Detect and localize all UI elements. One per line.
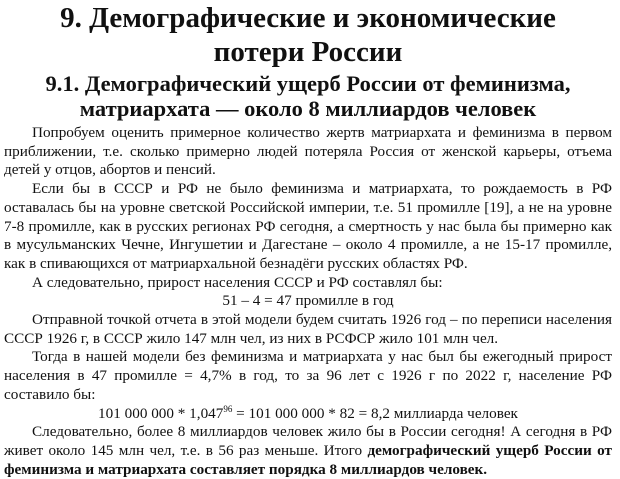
conclusion-emphasis: демографический ущерб России от феминизма и матриархата составляет порядка 8 миллиардов человек. — [4, 441, 612, 478]
section-title-line2: матриархата — около 8 миллиардов человек — [79, 96, 537, 121]
paragraph-intro: Попробуем оценить примерное количество жертв матриархата и феминизма в первом приближении, т.е. сколько примерно людей потеряла Россия от женской карьеры, отъема детей у отцов, абортов и пенсий. — [4, 124, 612, 179]
paragraph-model: Если бы в СССР и РФ не было феминизма и матриархата, то рождаемость в РФ оставалась бы на уровне светской Российской империи, т.е. 51 промилле [19], а не на уровне 7-8 промилле, как в русских регионах РФ сегодня, а смертность у нас была бы примерно как в мусульманских Чечне, Ингушетии и Дагестане – около 4 промилле, а не 15-17 промилле, как в спивающихся от матриархальной безнадёги русских областях РФ. — [4, 180, 612, 272]
formula-population-base: 101 000 000 * 1,047 — [98, 404, 224, 422]
formula-population-result: = 101 000 000 * 82 = 8,2 миллиарда человек — [232, 404, 518, 422]
section-title-line1: 9.1. Демографический ущерб России от феминизма, — [45, 71, 571, 96]
chapter-title — [4, 0, 612, 69]
paragraph-projection: Тогда в нашей модели без феминизма и матриархата у нас был бы ежегодный прирост населения в 47 промилле = 4,7% в год, то за 96 лет с 1926 г по 2022 г, население РФ составило бы: — [4, 348, 612, 403]
formula-population-exponent: 96 — [223, 403, 233, 414]
chapter-title-line1: 9. Демографические и экономические — [60, 2, 556, 34]
document-body — [4, 124, 612, 479]
formula-population — [4, 405, 612, 424]
conclusion-text: Следовательно, более 8 миллиардов человек жило бы в России сегодня! А сегодня в РФ живет около 145 млн чел, т.е. в 56 раз меньше. Итого — [4, 423, 612, 459]
formula-growth: 51 – 4 = 47 промилле в год — [222, 292, 394, 310]
paragraph-census: Отправной точкой отчета в этой модели будем считать 1926 год – по переписи населения СССР 1926 г, в СССР жило 147 млн чел, из них в РСФСР жило 101 млн чел. — [4, 311, 612, 347]
paragraph-consequence: А следовательно, прирост населения СССР и РФ составлял бы: — [32, 273, 443, 291]
section-title — [4, 71, 612, 121]
chapter-title-line2: потери России — [213, 36, 403, 68]
